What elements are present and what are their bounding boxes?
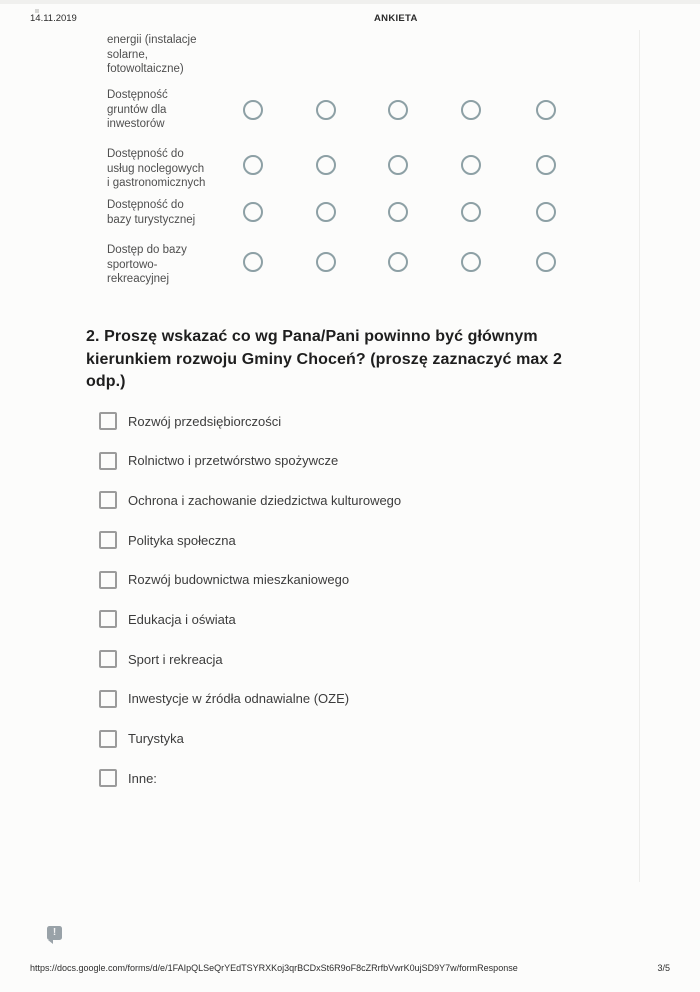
title-line: odp.) [86,373,126,390]
checkbox-option[interactable] [99,571,401,589]
radio-option[interactable] [536,202,556,222]
label-line: i gastronomicznych [107,177,206,189]
title-line: kierunkiem rozwoju Gminy Choceń? (proszę zaznaczyć max 2 [86,350,562,368]
checkbox[interactable] [99,730,117,748]
question-2-title [86,326,606,394]
exclamation-glyph: ! [52,927,57,938]
checkbox[interactable] [99,491,117,509]
radio-option[interactable] [243,252,263,272]
grid-row-radios [0,202,700,222]
radio-option[interactable] [388,202,408,222]
checkbox-option[interactable] [99,531,401,549]
radio-option[interactable] [461,100,481,120]
grid-row-radios [0,155,700,175]
radio-option[interactable] [316,100,336,120]
radio-option[interactable] [316,155,336,175]
checkbox-label: Inne: [128,770,157,786]
radio-option[interactable] [243,202,263,222]
exclamation-bubble-icon [47,926,62,940]
label-line: Dostęp do bazy [107,244,187,256]
grid-row-label-carryover [107,33,242,77]
checkbox[interactable] [99,650,117,668]
label-line: energii (instalacje [107,34,197,46]
checkbox[interactable] [99,531,117,549]
radio-option[interactable] [461,252,481,272]
bubble-tail [48,940,53,944]
radio-option[interactable] [461,155,481,175]
label-line: bazy turystycznej [107,213,196,226]
document-title: ANKIETA [374,13,418,24]
label-line: Dostępność do [107,199,184,211]
checkbox-option[interactable] [99,730,401,748]
radio-option[interactable] [388,252,408,272]
checkbox-label: Ochrona i zachowanie dziedzictwa kulturowego [128,492,402,508]
checkbox[interactable] [99,610,117,628]
page-indicator: 3/5 [657,963,670,973]
label-line: inwestorów [107,118,165,130]
grid-row-radios [0,100,700,120]
checkbox-option[interactable] [99,610,401,628]
label-line: solarne, [107,48,148,61]
checkbox-label: Inwestycje w źródła odnawialne (OZE) [128,691,350,707]
print-date: 14.11.2019 [30,13,77,24]
label-line: sportowo- [107,258,158,271]
checkbox-option[interactable] [99,690,401,708]
checkbox[interactable] [99,690,117,708]
checkbox-label: Rolnictwo i przetwórstwo spożywcze [128,453,339,469]
label-line: Dostępność [107,89,168,101]
checkbox-option[interactable] [99,769,401,787]
label-line: gruntów dla [107,103,167,116]
scan-artifact-top-band [0,0,700,4]
checkbox[interactable] [99,452,117,470]
radio-option[interactable] [316,252,336,272]
label-line: Dostępność do [107,148,184,160]
radio-option[interactable] [536,155,556,175]
checkbox-label: Sport i rekreacja [128,651,223,667]
label-line: rekreacyjnej [107,273,169,285]
checkbox[interactable] [99,769,117,787]
radio-option[interactable] [388,100,408,120]
checkbox-option[interactable] [99,452,401,470]
radio-option[interactable] [316,202,336,222]
checkbox-label: Rozwój przedsiębiorczości [128,413,282,429]
checkbox-label: Polityka społeczna [128,532,236,548]
radio-option[interactable] [243,100,263,120]
radio-option[interactable] [536,252,556,272]
grid-row-radios [0,252,700,272]
checkbox-option[interactable] [99,491,401,509]
checkbox[interactable] [99,571,117,589]
checkbox-label: Edukacja i oświata [128,611,236,627]
checkbox[interactable] [99,412,117,430]
label-line: usług noclegowych [107,162,205,175]
checkbox-option[interactable] [99,650,401,668]
footer-url: https://docs.google.com/forms/d/e/1FAIpQLSeQrYEdTSYRXKoj3qrBCDxSt6R9oF8cZRrfbVwrK0ujSD9Y7w/formResponse [30,963,518,973]
label-line: fotowoltaiczne) [107,63,184,75]
radio-option[interactable] [388,155,408,175]
question-2-options [99,412,401,809]
radio-option[interactable] [461,202,481,222]
checkbox-option[interactable] [99,412,401,430]
title-line: 2. Proszę wskazać co wg Pana/Pani powinno być głównym [86,328,538,345]
radio-option[interactable] [243,155,263,175]
checkbox-label: Turystyka [128,731,184,746]
radio-option[interactable] [536,100,556,120]
checkbox-label: Rozwój budownictwa mieszkaniowego [128,572,350,588]
